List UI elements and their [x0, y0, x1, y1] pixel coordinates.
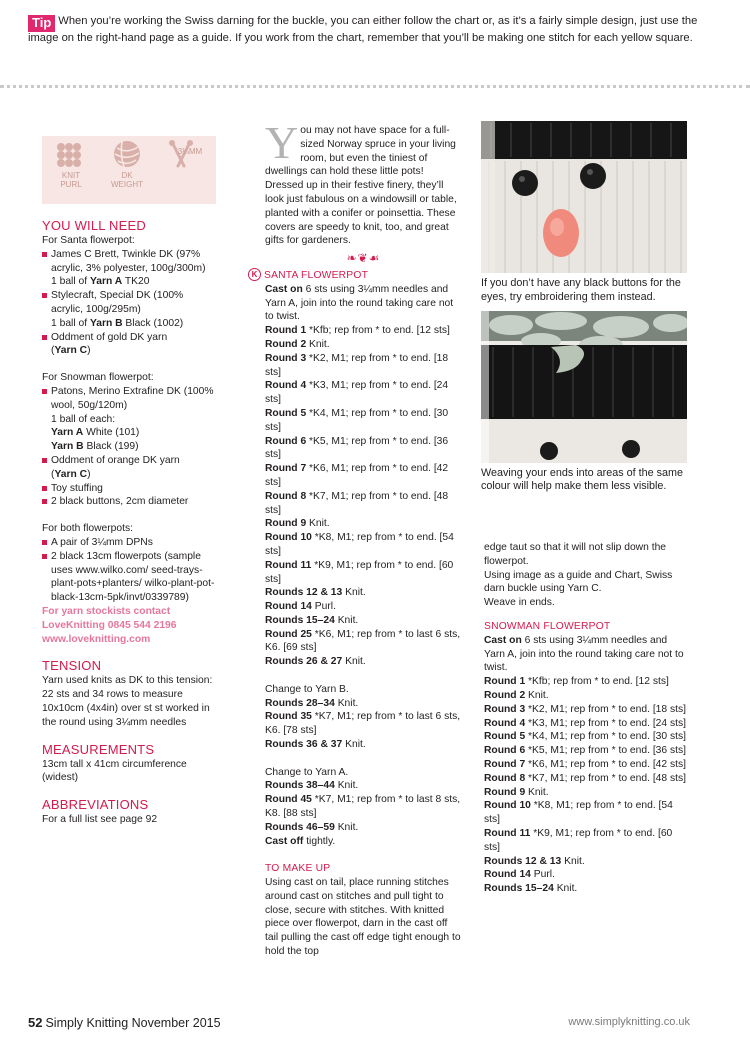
pattern-round	[265, 821, 462, 835]
stockists-line: For yarn stockists contact	[42, 605, 171, 617]
cast-on-text: 6 sts using 3¼mm needles and Yarn A, join into the round taking care not to twist.	[484, 634, 684, 674]
round-label: Round 9	[265, 518, 307, 530]
magazine-name: Simply Knitting November 2015	[45, 1016, 221, 1030]
snowman-pot-image	[481, 311, 687, 463]
pattern-round	[265, 628, 462, 656]
cast-off-label: Cast off	[265, 835, 304, 847]
pattern-round	[484, 675, 690, 689]
round-label: Round 7	[265, 463, 307, 475]
info-dk-weight	[102, 136, 152, 189]
knit-badge-icon: K	[248, 268, 261, 281]
round-label: Round 1	[484, 676, 526, 688]
right-text-column	[484, 541, 690, 896]
round-instruction: *K5, M1; rep from * to end. [36 sts]	[265, 435, 449, 461]
round-label: Rounds 12 & 13	[265, 587, 343, 599]
round-instruction: Knit.	[553, 883, 578, 895]
pattern-round	[265, 697, 462, 711]
round-instruction: *K5, M1; rep from * to end. [36 sts]	[525, 745, 687, 757]
pattern-round	[265, 738, 462, 752]
item-yarn: Yarn A	[89, 276, 123, 288]
knit-purl-icon	[54, 139, 88, 169]
item-yarn: Yarn A	[51, 427, 84, 439]
round-instruction: Purl.	[311, 601, 336, 613]
pattern-round	[484, 786, 690, 800]
round-label: Round 5	[484, 731, 526, 743]
stockists-link[interactable]: www.loveknitting.com	[42, 633, 151, 645]
round-label: Round 8	[484, 772, 526, 784]
santa-cast-off	[265, 835, 462, 849]
round-label: Rounds 46–59	[265, 821, 335, 833]
round-instruction: Knit.	[334, 821, 359, 833]
make-up-text: Using cast on tail, place running stitches around cast on stitches and pull tight to close, secure with stitches. With knitted piece over flowerpot, darn in the cast off tail pulling the cast off edge tight enough to hold the top	[265, 877, 461, 958]
round-label: Round 9	[484, 786, 526, 798]
pattern-round	[484, 855, 690, 869]
round-instruction: Purl.	[530, 869, 555, 881]
round-instruction: *K9, M1; rep from * to end. [60 sts]	[265, 559, 454, 585]
pattern-round	[265, 586, 462, 600]
snowman-cast-on	[484, 634, 690, 675]
item-text: Black (199)	[83, 441, 139, 453]
round-instruction: *K3, M1; rep from * to end. [24 sts]	[265, 380, 449, 406]
round-label: Round 1	[265, 325, 307, 337]
round-label: Rounds 28–34	[265, 697, 335, 709]
make-up-line-2: Using image as a guide and Chart, Swiss darn buckle using Yarn C.	[484, 569, 673, 595]
round-instruction: *K8, M1; rep from * to end. [54 sts]	[265, 532, 454, 557]
pattern-round	[265, 793, 462, 821]
list-item: 2 black buttons, 2cm diameter	[42, 495, 217, 509]
round-label: Round 3	[265, 352, 307, 364]
round-label: Round 6	[484, 745, 526, 757]
pattern-round	[484, 772, 690, 786]
round-instruction: *K8, M1; rep from * to end. [54 sts]	[484, 800, 673, 826]
info-label-knit: KNIT	[61, 171, 81, 180]
list-item: Toy stuffing	[42, 482, 217, 496]
drop-cap: Y	[265, 117, 299, 168]
round-instruction: Knit.	[306, 518, 330, 530]
pattern-round	[265, 435, 462, 463]
pattern-round	[484, 882, 690, 896]
round-instruction: Knit.	[342, 587, 366, 599]
snowman-face-image	[481, 121, 687, 273]
round-instruction: *K6, M1; rep from * to end. [42 sts]	[265, 463, 449, 488]
both-intro: For both flowerpots:	[42, 523, 133, 535]
pattern-round	[265, 531, 462, 559]
tip-text: When you’re working the Swiss darning for the buckle, you can either follow the chart or, as it’s a fairly simple design, just use the image on the right-hand page as a guide. If you work from the chart, remember that you’ll be making one stitch for each yellow square.	[28, 15, 698, 44]
pattern-round	[484, 689, 690, 703]
tension-text: Yarn used knits as DK to this tension: 22 sts and 34 rows to measure 10x10cm (4x4in) over st st worked in the round using 3¼mm needles	[42, 675, 213, 728]
round-instruction: Knit.	[342, 656, 366, 668]
info-needles	[156, 136, 206, 156]
photo-caption-1: If you don’t have any black buttons for the eyes, try embroidering them instead.	[481, 277, 681, 303]
pattern-round	[265, 600, 462, 614]
santa-needs-list	[42, 248, 217, 358]
pattern-round	[265, 559, 462, 587]
footer-left	[28, 1015, 221, 1031]
page-number: 52	[28, 1015, 43, 1030]
item-text: Black (1002)	[122, 317, 184, 329]
round-label: Rounds 12 & 13	[484, 855, 562, 867]
item-text: Oddment of gold DK yarn	[51, 331, 168, 343]
snowman-title: SNOWMAN FLOWERPOT	[484, 620, 611, 632]
item-yarn: Yarn C	[54, 345, 88, 357]
item-yarn: Yarn B	[89, 317, 123, 329]
pattern-round	[484, 799, 690, 827]
round-label: Round 4	[265, 380, 307, 392]
round-instruction: Knit.	[334, 614, 359, 626]
round-instruction: Knit.	[334, 780, 359, 792]
info-label-weight: WEIGHT	[111, 180, 143, 189]
santa-rounds-b	[265, 697, 462, 752]
cast-on-label: Cast on	[484, 634, 522, 646]
round-label: Round 14	[484, 869, 531, 881]
round-label: Rounds 15–24	[265, 614, 335, 626]
pattern-round	[265, 490, 462, 518]
you-will-need-heading: YOU WILL NEED	[42, 218, 146, 233]
snowman-pot-photo	[481, 311, 687, 463]
item-yarn: Yarn C	[54, 468, 88, 480]
item-text: 1 ball of each:	[51, 413, 116, 425]
round-instruction: Knit.	[525, 689, 549, 701]
info-box	[42, 136, 216, 204]
abbreviations-heading: ABBREVIATIONS	[42, 797, 149, 813]
round-instruction: *K6, M1; rep from * to last 6 sts, K6. [69 sts]	[265, 628, 461, 654]
change-to-a: Change to Yarn A.	[265, 766, 349, 778]
pattern-round	[265, 324, 462, 338]
round-label: Rounds 15–24	[484, 883, 554, 895]
pattern-round	[265, 779, 462, 793]
make-up-continued: edge taut so that it will not slip down the flowerpot.	[484, 542, 667, 567]
round-label: Round 5	[265, 407, 307, 419]
item-text: (	[51, 468, 55, 480]
pattern-round	[484, 827, 690, 855]
item-text: 1 ball of	[51, 317, 90, 329]
round-label: Round 10	[484, 800, 531, 812]
round-instruction: *K3, M1; rep from * to end. [24 sts]	[525, 717, 687, 729]
round-instruction: *K4, M1; rep from * to end. [30 sts]	[525, 731, 687, 743]
pattern-round	[265, 338, 462, 352]
make-up-title: TO MAKE UP	[265, 863, 331, 875]
round-label: Round 35	[265, 711, 312, 723]
round-instruction: *K7, M1; rep from * to end. [48 sts]	[525, 772, 687, 784]
snowman-intro: For Snowman flowerpot:	[42, 372, 154, 384]
photo-caption-2: Weaving your ends into areas of the same colour will help make them less visible.	[481, 466, 684, 493]
santa-title-line	[248, 268, 462, 283]
info-label-dk: DK	[121, 171, 133, 180]
right-photos	[481, 121, 687, 494]
santa-rounds	[265, 324, 462, 669]
round-instruction: *K6, M1; rep from * to end. [42 sts]	[525, 758, 687, 770]
round-label: Round 25	[265, 628, 312, 640]
change-to-b: Change to Yarn B.	[265, 683, 349, 695]
list-item	[42, 454, 217, 482]
both-needs-list	[42, 536, 217, 605]
pattern-round	[265, 462, 462, 490]
pattern-round	[484, 717, 690, 731]
item-text: James C Brett, Twinkle DK (97% acrylic, 3% polyester, 100g/300m)	[51, 248, 206, 274]
round-label: Round 14	[265, 601, 312, 613]
item-yarn: Yarn B	[51, 441, 84, 453]
pattern-round	[265, 379, 462, 407]
item-text: 1 ball of	[51, 276, 90, 288]
round-instruction: Knit.	[342, 739, 366, 751]
round-label: Round 2	[265, 338, 307, 350]
list-item: 2 black 13cm flowerpots (sample uses www.wilko.com/ seed-trays-plant-pots+planters/ wilko-plant-pot-black-13cm-5pk/invt/0339789)	[42, 550, 217, 605]
round-label: Rounds 38–44	[265, 780, 335, 792]
round-label: Rounds 36 & 37	[265, 739, 343, 751]
santa-intro: For Santa flowerpot:	[42, 235, 135, 246]
pattern-round	[484, 868, 690, 882]
item-text: )	[87, 468, 91, 480]
round-label: Round 6	[265, 435, 307, 447]
footer-url[interactable]: www.simplyknitting.co.uk	[568, 1016, 690, 1028]
tension-heading: TENSION	[42, 658, 102, 674]
cast-on-text: 6 sts using 3¼mm needles and Yarn A, join into the round taking care not to twist.	[265, 283, 454, 323]
round-instruction: Knit.	[334, 697, 359, 709]
tip-box	[28, 15, 728, 45]
pattern-round	[265, 407, 462, 435]
pattern-round	[484, 758, 690, 772]
round-instruction: *K7, M1; rep from * to last 8 sts, K8. [88 sts]	[265, 794, 461, 820]
cast-off-text: tightly.	[303, 835, 336, 847]
ornament-divider: ❧❦☙	[346, 251, 381, 266]
item-text: White (101)	[83, 427, 140, 439]
round-instruction: *K7, M1; rep from * to last 6 sts, K6. [78 sts]	[265, 711, 461, 737]
cast-on-label: Cast on	[265, 283, 303, 295]
intro-paragraph	[265, 117, 462, 248]
list-item: A pair of 3¼mm DPNs	[42, 536, 217, 550]
item-text: Oddment of orange DK yarn	[51, 454, 180, 466]
pattern-round	[265, 655, 462, 669]
round-label: Round 11	[484, 827, 531, 839]
pattern-round	[484, 744, 690, 758]
round-instruction: *Kfb; rep from * to end. [12 sts]	[525, 676, 669, 688]
pattern-round	[265, 517, 462, 531]
round-label: Round 7	[484, 758, 526, 770]
round-instruction: Knit.	[561, 855, 585, 867]
pattern-round	[265, 710, 462, 738]
abbreviations-text: For a full list see page 92	[42, 814, 158, 826]
round-label: Round 2	[484, 689, 526, 701]
dotted-divider	[0, 85, 750, 88]
info-knit-purl	[46, 136, 96, 189]
round-label: Round 11	[265, 559, 312, 571]
list-item	[42, 248, 217, 289]
yarn-ball-icon	[112, 139, 142, 169]
list-item	[42, 385, 217, 454]
round-label: Round 4	[484, 717, 526, 729]
tip-badge: Tip	[28, 15, 55, 32]
list-item	[42, 289, 217, 330]
item-text: )	[87, 345, 91, 357]
round-instruction: *K7, M1; rep from * to end. [48 sts]	[265, 490, 449, 516]
item-text: Stylecraft, Special DK (100% acrylic, 100g/295m)	[51, 290, 184, 315]
round-instruction: *K2, M1; rep from * to end. [18 sts]	[525, 703, 687, 715]
measurements-heading: MEASUREMENTS	[42, 741, 155, 757]
round-label: Round 10	[265, 532, 312, 544]
pattern-round	[265, 614, 462, 628]
round-instruction: *Kfb; rep from * to end. [12 sts]	[306, 325, 450, 337]
item-text: Patons, Merino Extrafine DK (100% wool, 50g/120m)	[51, 385, 214, 411]
round-instruction: Knit.	[306, 338, 330, 350]
pattern-round	[265, 352, 462, 380]
pattern-round	[484, 730, 690, 744]
round-label: Round 8	[265, 490, 307, 502]
left-column	[42, 136, 217, 827]
round-label: Rounds 26 & 27	[265, 656, 343, 668]
info-label-size: 3¼MM	[177, 147, 203, 156]
stockists-phone: LoveKnitting 0845 544 2196	[42, 619, 177, 631]
list-item	[42, 331, 217, 359]
round-instruction: Knit.	[525, 786, 549, 798]
measurements-text: 13cm tall x 41cm circumference (widest)	[42, 758, 187, 784]
round-instruction: *K2, M1; rep from * to end. [18 sts]	[265, 352, 449, 378]
snowman-face-photo	[481, 121, 687, 273]
round-instruction: *K4, M1; rep from * to end. [30 sts]	[265, 407, 449, 433]
intro-text: ou may not have space for a full-sized Norway spruce in your living room, but even the tiniest of dwellings can hold these little pots! Dressed up in their festive finery, they’ll look just fabulous on a windowsill or table, planted with a conifer or poinsettia. These covers are speedy to knit, too, and great gifts for gardeners.	[265, 125, 457, 247]
snowman-needs-list	[42, 385, 217, 509]
santa-title: SANTA FLOWERPOT	[264, 269, 369, 281]
round-label: Round 3	[484, 703, 526, 715]
snowman-rounds	[484, 675, 690, 896]
santa-rounds-c	[265, 779, 462, 834]
santa-cast-on	[265, 283, 462, 324]
make-up-line-3: Weave in ends.	[484, 597, 555, 609]
info-label-purl: PURL	[60, 180, 82, 189]
pattern-round	[484, 703, 690, 717]
round-instruction: *K9, M1; rep from * to end. [60 sts]	[484, 827, 673, 853]
item-text: TK20	[122, 276, 150, 288]
middle-column	[251, 117, 462, 959]
item-text: (	[51, 345, 55, 357]
round-label: Round 45	[265, 794, 312, 806]
